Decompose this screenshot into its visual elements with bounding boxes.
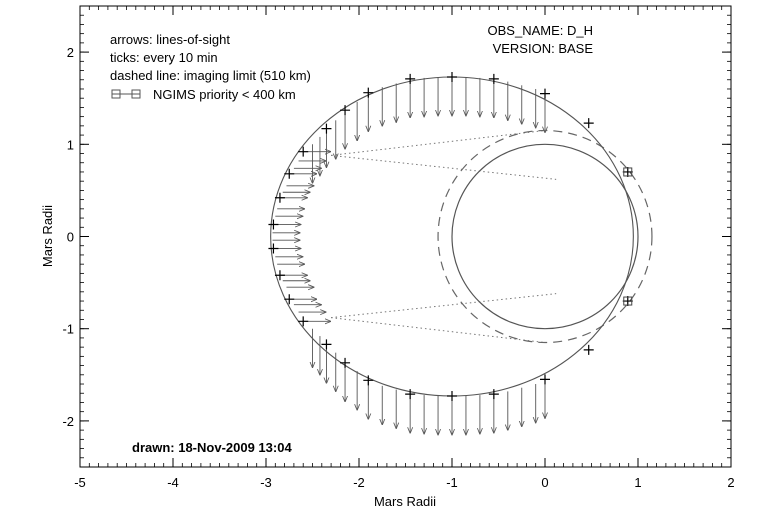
legend: [110, 32, 311, 102]
x-tick-label: 0: [541, 475, 549, 490]
imaging-limit-circle: [438, 130, 652, 342]
orbit-tick-mark: [447, 72, 457, 82]
legend-ticks: ticks: every 10 min: [110, 50, 218, 65]
x-tick-label: -4: [167, 475, 179, 490]
orbit-tick-mark: [584, 345, 594, 355]
orbit-tick-mark: [540, 89, 550, 99]
x-tick-label: -1: [446, 475, 458, 490]
imaging-edge-line: [331, 130, 545, 155]
orbit-tick-mark: [540, 374, 550, 384]
x-axis-label: Mars Radii: [373, 494, 437, 509]
mars-and-limit-circles: [438, 130, 652, 342]
imaging-edge-lines: [331, 130, 556, 342]
imaging-edge-line: [331, 318, 545, 343]
orbit-tick-mark: [340, 358, 350, 368]
orbit-tick-mark: [284, 169, 294, 179]
mars-circle: [452, 144, 638, 328]
orbit-tick-mark: [340, 105, 350, 115]
y-tick-label: 1: [66, 137, 74, 153]
orbit-tick-mark: [275, 193, 285, 203]
orbit-tick-mark: [447, 391, 457, 401]
y-tick-label: -2: [62, 413, 74, 429]
orbit-tick-mark: [268, 220, 278, 230]
legend-ngims: NGIMS priority < 400 km: [153, 87, 296, 102]
drawn-timestamp: drawn: 18-Nov-2009 13:04: [132, 440, 292, 455]
imaging-edge-line: [331, 155, 556, 179]
x-tick-label: 1: [634, 475, 642, 490]
x-tick-label: -2: [353, 475, 365, 490]
x-tick-label: -3: [260, 475, 272, 490]
y-tick-label: 0: [66, 229, 74, 245]
legend-dashed: dashed line: imaging limit (510 km): [110, 68, 311, 83]
orbit-tick-mark: [298, 316, 308, 326]
legend-arrows: arrows: lines-of-sight: [110, 32, 230, 47]
orbit-tick-mark: [284, 294, 294, 304]
x-tick-label: 2: [727, 475, 735, 490]
x-tick-label: -5: [74, 475, 86, 490]
y-tick-label: -1: [62, 321, 74, 337]
orbit-tick-mark: [584, 118, 594, 128]
version-label: VERSION: BASE: [492, 41, 593, 56]
orbit-tick-mark: [298, 147, 308, 157]
legend-ngims-symbol: [112, 90, 140, 98]
imaging-edge-line: [331, 294, 556, 318]
y-tick-label: 2: [66, 45, 74, 61]
obs-name-label: OBS_NAME: D_H: [487, 23, 593, 38]
orbit-tick-mark: [275, 270, 285, 280]
line-of-sight-arrows: [273, 77, 545, 435]
y-axis-label: Mars Radii: [40, 204, 55, 268]
orbit-tick-mark: [268, 243, 278, 253]
